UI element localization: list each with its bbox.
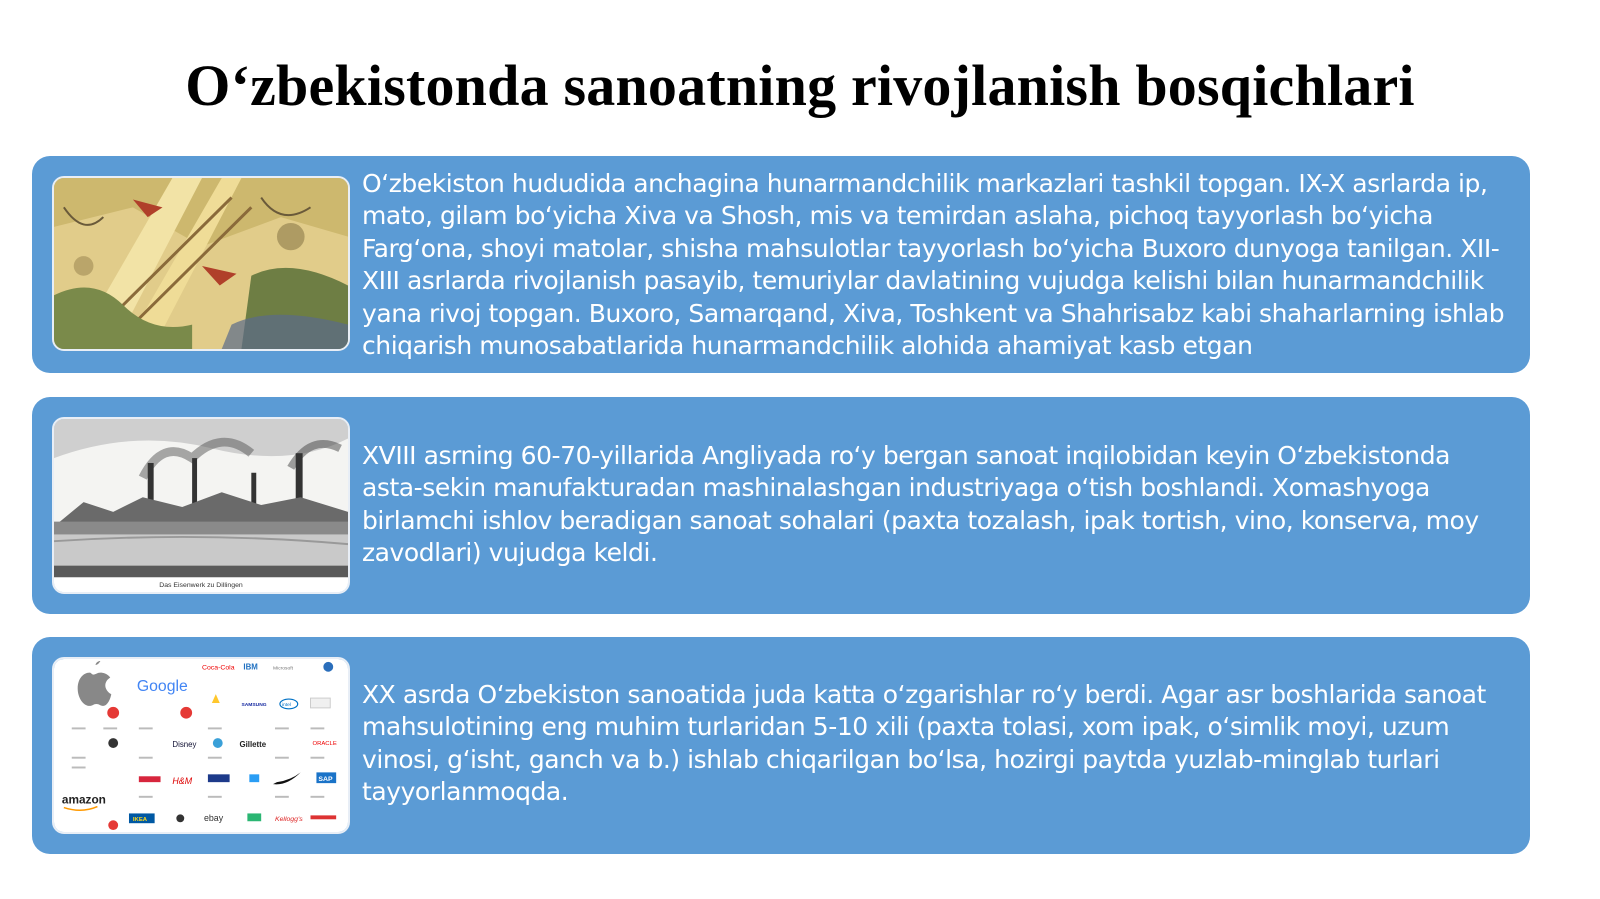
coca-cola-logo: Coca-Cola <box>201 664 235 672</box>
microsoft-logo: Microsoft <box>273 666 293 672</box>
oracle-logo: ORACLE <box>312 741 337 748</box>
industrial-description: XVIII asrning 60-70-yillarida Angliyada roʻy bergan sanoat inqilobidan keyin Oʻzbekistonda asta-sekin manufakturadan mashinalashgan industriyaga oʻtish boshlandi. Xomashyoga birlamchi ishlov beradigan sanoat sohalari (paxta tozalash, ipak tortish, vino, konserva, moy zavodlari) vujudga keldi. <box>362 441 1479 568</box>
info-card-modern <box>32 637 1530 854</box>
kelloggs-logo: Kellogg's <box>274 816 303 824</box>
hm-logo: H&M <box>172 776 193 787</box>
ebay-logo: ebay <box>203 813 224 824</box>
modern-industry-description: XX asrda Oʻzbekiston sanoatida juda katta oʻzgarishlar roʻy berdi. Agar asr boshlarida sanoat mahsulotining eng muhim turlaridan 5-10 xili (paxta tolasi, xom ipak, oʻsimlik moyi, uzum vinosi, gʻisht, ganch va b.) ishlab chiqarilgan boʻlsa, hozirgi paytda yuzlab-minglab turlari tayyorlanmoqda. <box>362 680 1486 807</box>
ikea-logo: IKEA <box>132 817 148 824</box>
gillette-logo: Gillette <box>239 739 267 749</box>
disney-logo: Disney <box>172 739 197 749</box>
google-logo: Google <box>136 678 188 696</box>
crafts-description: Oʻzbekiston hududida anchagina hunarmandchilik markazlari tashkil topgan. IX-X asrlarda ip, mato, gilam boʻyicha Xiva va Shosh, mis va temirdan aslaha, pichoq tayyorlash boʻyicha Fargʻona, shoyi matolar, shisha mahsulotlar tayyorlash boʻyicha Buxoro dunyoga tanilgan. XII-XIII asrlarda rivojlanish pasayib, temuriylar davlatining vujudga kelishi bilan hunarmandchilik yana rivoj topgan. Buxoro, Samarqand, Xiva, Toshkent va Shahrisabz kabi shaharlarning ishlab chiqarish munosabatlarida hunarmandchilik alohida ahamiyat kasb etgan <box>362 169 1505 361</box>
info-card-industrial <box>32 397 1530 614</box>
intel-logo: intel <box>281 702 291 708</box>
amazon-logo: amazon <box>61 793 106 807</box>
ibm-logo: IBM <box>243 662 258 672</box>
samsung-logo: SAMSUNG <box>241 702 267 708</box>
info-card-crafts <box>32 156 1530 373</box>
sap-logo: SAP <box>318 776 333 784</box>
page-title: O‘zbekistonda sanoatning rivojlanish bosqichlari <box>185 53 1415 118</box>
factory-image-caption: Das Eisenwerk zu Dillingen <box>159 582 243 590</box>
brand-logos-image <box>52 657 350 834</box>
factory-engraving-image <box>52 417 350 594</box>
crafts-miniature-image <box>52 176 350 351</box>
